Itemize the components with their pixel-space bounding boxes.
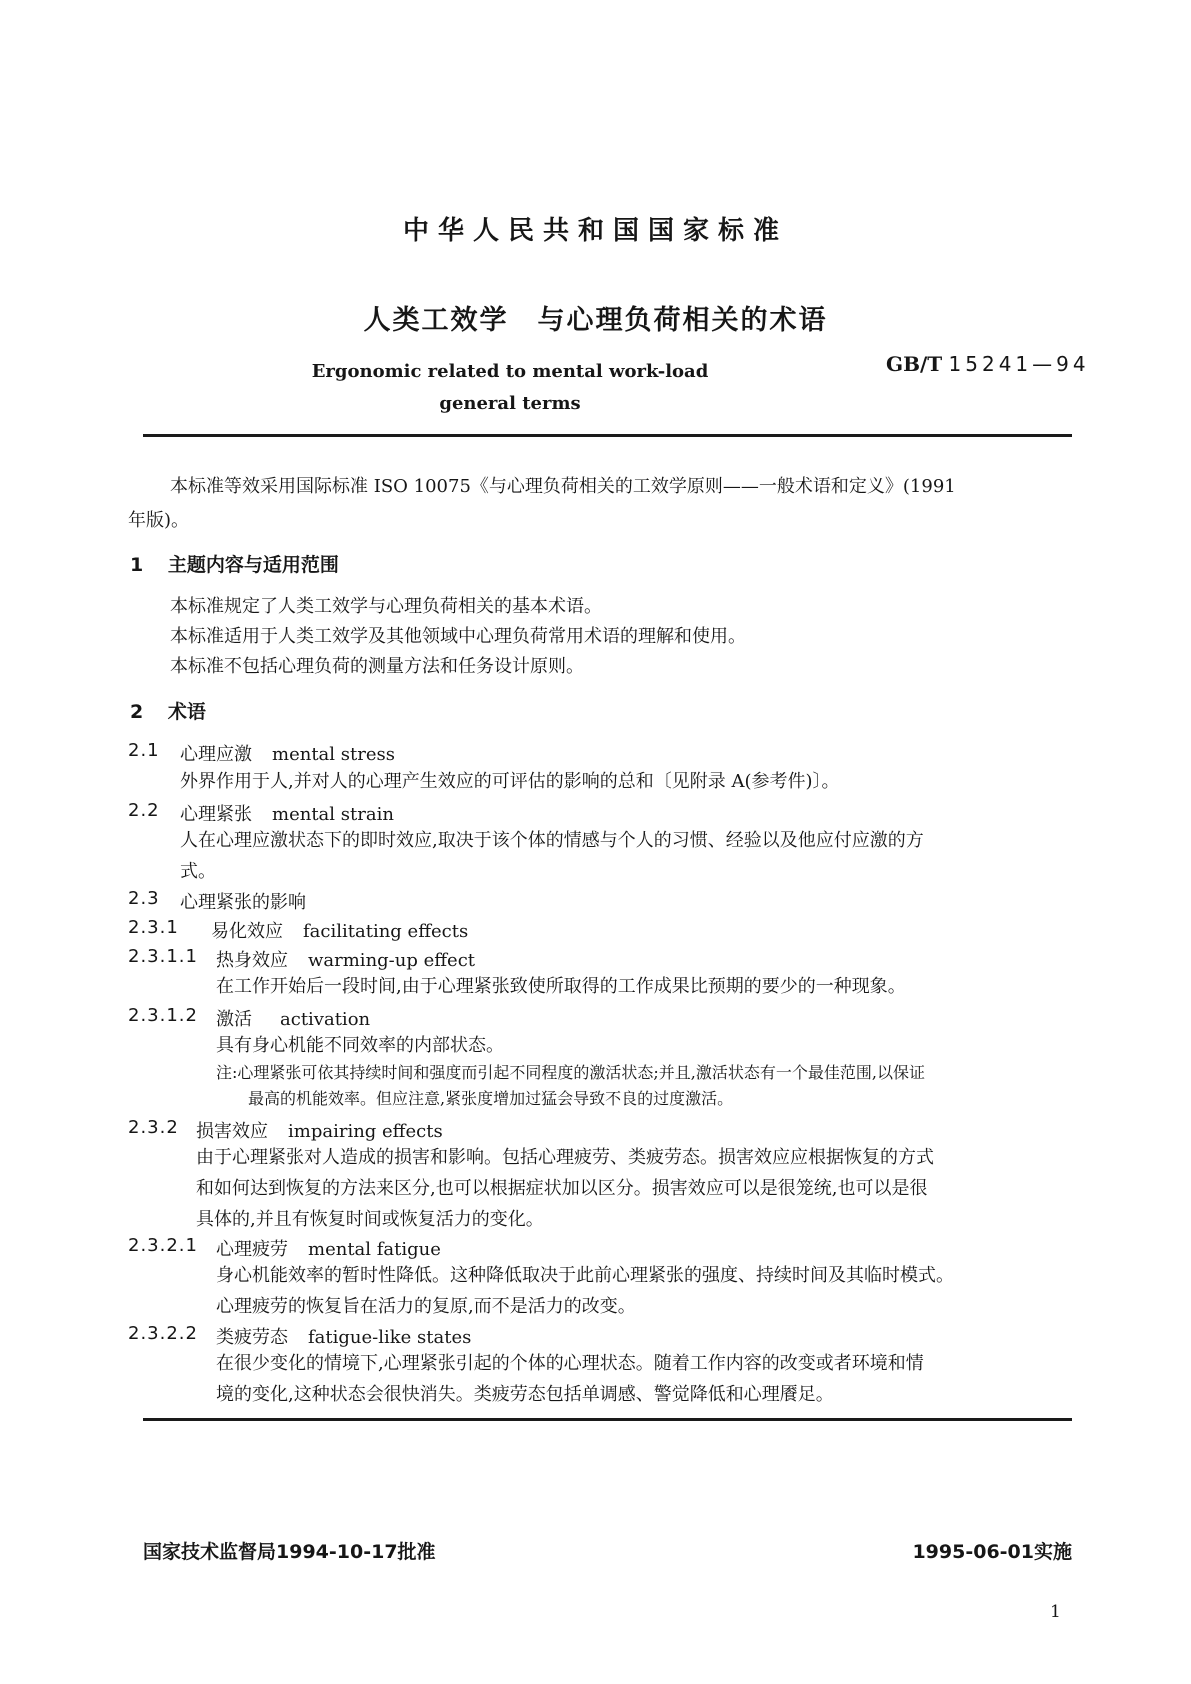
term-2-3-cn: 心理紧张的影响 (180, 892, 306, 913)
term-2-3-2-1-en: mental fatigue (308, 1239, 441, 1260)
term-2-3-2-2-en: fatigue-like states (308, 1327, 472, 1348)
term-2-1-title (180, 740, 395, 766)
footer-divider (143, 1418, 1072, 1421)
section-2-heading (130, 697, 206, 724)
term-2-3-2-1-definition-line-2: 心理疲劳的恢复旨在活力的复原,而不是活力的改变。 (216, 1296, 636, 1317)
section-1-paragraph-3: 本标准不包括心理负荷的测量方法和任务设计原则。 (170, 656, 584, 677)
term-2-2-number: 2.2 (128, 800, 160, 821)
term-2-3-1-1-title (216, 946, 475, 972)
term-2-3-2-1-cn: 心理疲劳 (216, 1239, 288, 1260)
term-2-2-title (180, 800, 394, 826)
term-2-3-2-en: impairing effects (288, 1121, 443, 1142)
section-1-paragraph-2: 本标准适用于人类工效学及其他领域中心理负荷常用术语的理解和使用。 (170, 626, 746, 647)
term-2-3-1-1-cn: 热身效应 (216, 950, 288, 971)
term-2-2-en: mental strain (272, 804, 394, 825)
term-2-3-2-1-title (216, 1235, 441, 1261)
term-2-3-2-2-number: 2.3.2.2 (128, 1323, 198, 1344)
term-2-1-en: mental stress (272, 744, 395, 765)
section-1-number: 1 (130, 554, 144, 576)
term-2-3-1-title (211, 917, 468, 943)
term-2-3-1-2-number: 2.3.1.2 (128, 1005, 198, 1026)
term-2-3-number: 2.3 (128, 888, 160, 909)
intro-line-1: 本标准等效采用国际标准 ISO 10075《与心理负荷相关的工效学原则——一般术语和定义》(1991 (170, 476, 956, 497)
standard-number (886, 352, 1090, 376)
page-number: 1 (1050, 1602, 1061, 1622)
term-2-3-1-2-cn: 激活 (216, 1009, 252, 1030)
term-2-3-2-definition-line-3: 具体的,并且有恢复时间或恢复活力的变化。 (196, 1209, 544, 1230)
standard-code: 15241—94 (948, 352, 1090, 376)
term-2-3-1-en: facilitating effects (303, 921, 469, 942)
term-2-3-1-2-title (216, 1005, 370, 1031)
term-2-3-1-number: 2.3.1 (128, 917, 179, 938)
term-2-3-2-2-cn: 类疲劳态 (216, 1327, 288, 1348)
term-2-3-2-2-definition-line-2: 境的变化,这种状态会很快消失。类疲劳态包括单调感、警觉降低和心理餍足。 (216, 1384, 834, 1405)
term-2-3-1-1-definition: 在工作开始后一段时间,由于心理紧张致使所取得的工作成果比预期的要少的一种现象。 (216, 976, 906, 997)
document-title-en-line2: general terms (439, 393, 581, 414)
term-2-3-1-2-definition: 具有身心机能不同效率的内部状态。 (216, 1035, 504, 1056)
term-2-2-definition-line-1: 人在心理应激状态下的即时效应,取决于该个体的情感与个人的习惯、经验以及他应付应激的方 (180, 830, 924, 851)
section-1-paragraph-1: 本标准规定了人类工效学与心理负荷相关的基本术语。 (170, 596, 602, 617)
term-2-1-number: 2.1 (128, 740, 160, 761)
term-2-3-1-1-en: warming-up effect (308, 950, 476, 971)
term-2-3-2-definition-line-2: 和如何达到恢复的方法来区分,也可以根据症状加以区分。损害效应可以是很笼统,也可以是很 (196, 1178, 928, 1199)
section-2-number: 2 (130, 701, 144, 723)
term-2-3-2-definition-line-1: 由于心理紧张对人造成的损害和影响。包括心理疲劳、类疲劳态。损害效应应根据恢复的方式 (196, 1147, 934, 1168)
approval-date: 国家技术监督局1994-10-17批准 (143, 1541, 436, 1563)
standard-type-heading: 中华人民共和国国家标准 (402, 216, 788, 246)
term-2-3-1-2-en: activation (280, 1009, 371, 1030)
term-2-3-1-1-number: 2.3.1.1 (128, 946, 198, 967)
effective-date: 1995-06-01实施 (912, 1541, 1072, 1563)
document-title-cn: 人类工效学 与心理负荷相关的术语 (363, 305, 828, 336)
standard-prefix: GB/T (886, 352, 943, 376)
term-2-3-2-2-definition-line-1: 在很少变化的情境下,心理紧张引起的个体的心理状态。随着工作内容的改变或者环境和情 (216, 1353, 924, 1374)
term-2-2-definition-line-2: 式。 (180, 861, 216, 882)
term-2-3-1-2-note-line-2: 最高的机能效率。但应注意,紧张度增加过猛会导致不良的过度激活。 (248, 1089, 734, 1108)
section-1-heading (130, 550, 339, 577)
term-2-3-1-cn: 易化效应 (211, 921, 283, 942)
term-2-3-2-number: 2.3.2 (128, 1117, 179, 1138)
term-2-1-definition: 外界作用于人,并对人的心理产生效应的可评估的影响的总和〔见附录 A(参考件)〕。 (180, 771, 840, 792)
document-title-en-line1: Ergonomic related to mental work-load (311, 361, 709, 382)
term-2-3-2-1-definition-line-1: 身心机能效率的暂时性降低。这种降低取决于此前心理紧张的强度、持续时间及其临时模式。 (216, 1265, 954, 1286)
term-2-3-2-1-number: 2.3.2.1 (128, 1235, 198, 1256)
section-2-title: 术语 (167, 701, 206, 723)
section-1-title: 主题内容与适用范围 (167, 554, 339, 576)
term-2-3-2-cn: 损害效应 (196, 1121, 268, 1142)
term-2-1-cn: 心理应激 (180, 744, 252, 765)
term-2-2-cn: 心理紧张 (180, 804, 252, 825)
intro-line-2: 年版)。 (128, 510, 190, 531)
term-2-3-1-2-note-line-1: 注:心理紧张可依其持续时间和强度而引起不同程度的激活状态;并且,激活状态有一个最佳范围,以保证 (216, 1063, 925, 1082)
term-2-3-2-title (196, 1117, 443, 1143)
header-divider (143, 434, 1072, 437)
term-2-3-2-2-title (216, 1323, 471, 1349)
